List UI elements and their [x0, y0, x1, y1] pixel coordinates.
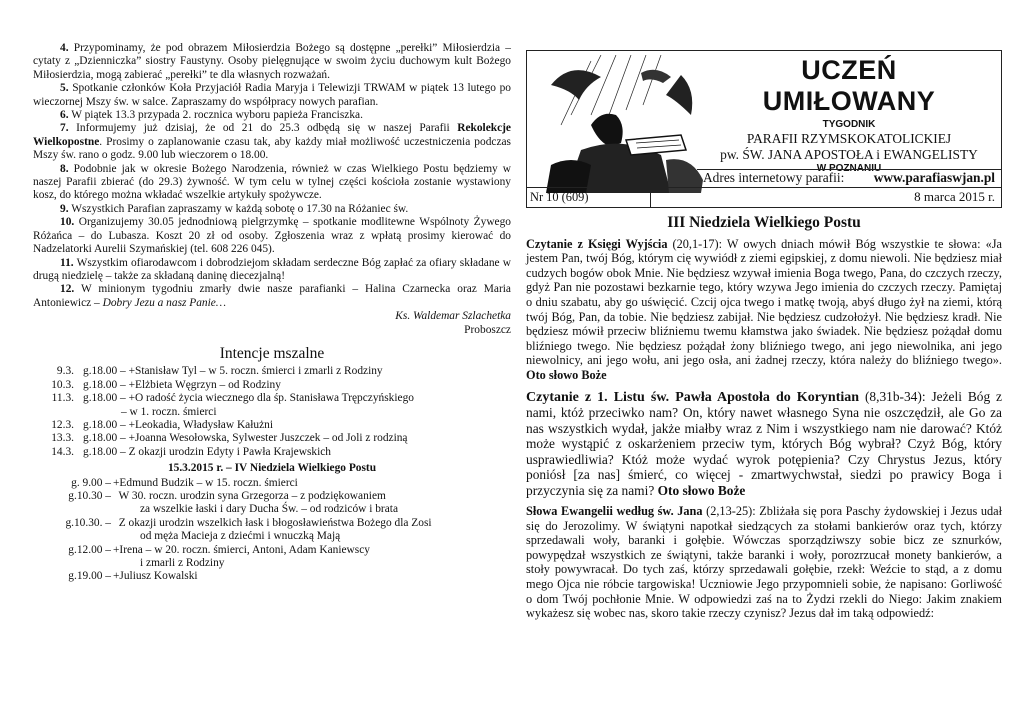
announcement-text: Spotkanie członków Koła Przyjaciół Radia Maryja i Telewizji TRWAM w piątek 13 lutego po wieczornej Mszy św. w salce. Zapraszamy do współpracy nowych parafian. [33, 82, 512, 108]
intention-time: g. 9.00 – [71, 476, 111, 489]
intention-time: g.12.00 – [68, 543, 111, 556]
announcements [33, 42, 511, 310]
reading-3 [526, 504, 1002, 621]
announcement-text: W piątek 13.3 przypada 2. rocznica wyboru papieża Franciszka. [71, 109, 363, 122]
intentions-title: Intencje mszalne [219, 344, 325, 362]
title-line-2: UMIŁOWANY [762, 86, 936, 116]
issue-row [527, 187, 1001, 207]
announcement-number: 7. [60, 122, 69, 135]
right-column [526, 50, 1002, 627]
reading-reference: (8,31b-34): [859, 388, 932, 404]
announcement-number: 12. [60, 283, 75, 296]
intention-text: g.18.00 – +Joanna Wesołowska, Sylwester Juszczek – od Joli z rodziną [83, 432, 408, 445]
announcement-text: Informujemy już dzisiaj, że od 21 do 25.3 odbędą się w naszej Parafii [76, 122, 458, 135]
signature-name: Ks. Waldemar Szlachetka [395, 310, 511, 323]
announcement-number: 11. [60, 256, 74, 269]
announcement-text: Przypominamy, że pod obrazem Miłosierdzia Bożego są dostępne „perełki” Miłosierdzia – cytaty z „Dzienniczka” siostry Faustyny. Osoby pielęgnujące w swoim życiu duchowym kult Bożego Miłosierdzia, mogą zabierać „perełki” te dla własnych rozważań. [33, 42, 511, 81]
sunday-intention-row [33, 490, 511, 503]
intention-text: g.18.00 – +Elżbieta Węgrzyn – od Rodziny [83, 378, 281, 391]
intention-date: 11.3. [51, 392, 74, 405]
title-line-1: UCZEŃ [801, 55, 897, 85]
reading-reference: (2,13-25): [702, 504, 760, 519]
reading-closing: Oto słowo Boże [657, 482, 746, 498]
announcement-quote: Dobry Jezu a nasz Panie… [102, 296, 226, 309]
reading-heading: Słowa Ewangelii według św. Jana [526, 504, 703, 519]
intention-row [33, 419, 511, 432]
intention-text: Z okazji urodzin wszelkich łask i błogosławieństwa Bożego dla Zosi [113, 516, 432, 529]
sunday-intention-row [33, 517, 511, 530]
signature-role: Proboszcz [464, 323, 511, 336]
reading-1 [526, 237, 1002, 383]
evangelist-illustration [531, 55, 707, 193]
announcement-item [33, 203, 511, 216]
intention-date: 12.3. [51, 418, 74, 431]
intention-time: g.10.30 – [68, 490, 111, 502]
intention-text: +Edmund Budzik – w 15. roczn. śmierci [113, 476, 298, 489]
announcement-text: W minionym tygodniu zmarły dwie nasze parafianki – Halina Czarnecka oraz Maria Antoniewicz – [33, 283, 511, 309]
announcement-text: Wszystkim ofiarodawcom i dobrodziejom składam serdeczne Bóg zapłać za ofiary składane w drugą niedzielę – także za składaną daninę diecezjalną! [33, 256, 511, 282]
left-column [33, 42, 511, 584]
announcement-number: 5. [60, 82, 69, 95]
announcement-item [33, 42, 511, 82]
website-label: Adres internetowy parafii: [703, 170, 845, 186]
intention-text: g.18.00 – +Leokadia, Władysław Kałużni [83, 418, 273, 431]
intention-text: W 30. roczn. urodzin syna Grzegorza – z podziękowaniem [113, 490, 386, 502]
intention-text: g.18.00 – +Stanisław Tyl – w 5. roczn. śmierci i zmarli z Rodziny [83, 365, 383, 378]
website-row [697, 169, 1001, 187]
reading-text: W owych dniach mówił Bóg wszystkie te słowa: «Ja jestem Pan, twój Bóg, którym cię wywiódł z ziemi egipskiej, z domu niewoli. Nie będziesz miał cudzych bogów obok Mnie. Nie będziesz wzywał imienia Boga twego, Pana, do czczych rzeczy, gdyż Pan nie pozostawi bezkarnie tego, który wzywa Jego imienia do czczych rzeczy. Pamiętaj o dniu szabatu, aby go uświęcić. Czcij ojca twego i matkę twoją, abyś długo żył na ziemi, którą twój Bóg, Pan, da tobie. Nie będziesz zabijał. Nie będziesz cudzołożył. Nie będziesz kradł. Nie będziesz mówił przeciw bliźniemu twemu kłamstwa jako świadek. Nie będziesz pożądał domu bliźniego twego. Nie będziesz pożądał żony bliźniego twego, ani jego niewolnika, ani jego niewolnicy, ani jego wołu, ani jego osła, ani żadnej rzeczy, która należy do bliźniego twego». [526, 236, 1002, 368]
announcement-number: 8. [60, 162, 69, 175]
announcement-text-cont: . Prosimy o zaplanowanie czasu tak, aby każdy miał możliwość uczestniczenia podczas Mszy św. rano o godz. 9.00 lub wieczorem o 18.00. [33, 135, 511, 162]
announcement-text: Podobnie jak w okresie Bożego Narodzenia, również w czas Wielkiego Postu będziemy w naszej Parafii zbierać (do 29.3) żywność. W tym celu w tylnej części kościoła zostanie wystawiony kosz, do którego można wkładać wszelkie artykuły spożywcze. [33, 162, 511, 202]
announcement-number: 9. [60, 202, 69, 215]
announcement-text: Wszystkich Parafian zapraszamy w każdą sobotę o 17.30 na Różaniec św. [71, 202, 409, 215]
masthead-text [530, 51, 1001, 207]
sunday-heading: III Niedziela Wielkiego Postu [667, 214, 861, 231]
intention-date: 9.3. [56, 365, 74, 378]
intention-row [33, 432, 511, 445]
intention-row [33, 379, 511, 392]
parish-line-1: PARAFII RZYMSKOKATOLICKIEJ [746, 131, 952, 146]
subtitle: TYGODNIK [822, 119, 876, 130]
sunday-intentions [33, 477, 511, 584]
parish-line-2: pw. ŚW. JANA APOSTOŁA i EWANGELISTY [720, 147, 978, 162]
reading-text: Jeżeli Bóg z nami, któż przeciwko nam? On, który nawet własnego Syna nie oszczędził, ale Go za nas wszystkich wydał, jakże miałby wraz z Nim i wszystkiego nam nie darować? Któż może wystąpić z oskarżeniem przeciw tym, których Bóg wybrał? Czyż Bóg, który usprawiedliwia? Któż może wydać wyrok potępienia? Czy Chrystus Jezus, który poniósł [za nas] śmierć, co więcej - zmartwychwstał, siedzi po prawicy Boga i przyczynia się za nami? [526, 388, 1002, 498]
intention-row [33, 365, 511, 378]
announcement-item [33, 122, 511, 162]
reading-closing: Oto słowo Boże [526, 367, 607, 382]
reading-text: Zbliżała się pora Paschy żydowskiej i Jezus udał się do Jerozolimy. W świątyni napotkał siedzących za stołami bankierów oraz tych, którzy sprzedawali woły, baranki i gołębie. Wówczas sporządziwszy sobie bicz ze sznurków, powypędzał wszystkich ze świątyni, także baranki i woły, porozrzucał monety bankierów, a stoły powywracał. Do tych zaś, którzy sprzedawali gołębie, rzekł: Weźcie to stąd, a z domu mego Ojca nie róbcie targowiska! Uczniowie Jego przypomnieli sobie, że napisano: Gorliwość o dom Twój pochłonie Mnie. W odpowiedzi zaś na to Żydzi rzekli do Niego: Jakim znakiem wykażesz się wobec nas, skoro takie rzeczy czynisz? Jezus dał im taką odpowiedź: [526, 504, 1002, 621]
intention-text-cont: i zmarli z Rodziny [140, 557, 225, 570]
announcement-number: 4. [60, 42, 69, 54]
sunday-intention-row [33, 477, 511, 490]
intention-text: +Juliusz Kowalski [113, 570, 198, 583]
sunday-intention-row [33, 570, 511, 583]
announcement-number: 6. [60, 109, 69, 122]
issue-date: 8 marca 2015 r. [914, 189, 995, 204]
intention-text-cont: – w 1. roczn. śmierci [121, 405, 217, 418]
announcement-item [33, 216, 511, 256]
announcement-item [33, 163, 511, 203]
website-link[interactable]: www.parafiaswjan.pl [873, 170, 995, 186]
intention-row [33, 446, 511, 459]
announcement-item [33, 257, 511, 284]
reading-heading: Czytanie z 1. Listu św. Pawła Apostoła do Koryntian [526, 389, 860, 405]
intention-text: g.18.00 – Z okazji urodzin Edyty i Pawła Krajewskich [83, 445, 332, 458]
announcement-item [33, 109, 511, 122]
intention-date: 14.3. [51, 445, 74, 458]
intention-date: 13.3. [51, 432, 74, 445]
signature [33, 310, 511, 337]
reading-heading: Czytanie z Księgi Wyjścia [526, 236, 668, 251]
masthead [526, 50, 1002, 208]
announcement-text: Organizujemy 30.05 jednodniową pielgrzymkę – spotkanie modlitewne Wspólnoty Żywego Różańca – do Lubasza. Koszt 20 zł od osoby. Zgłoszenia wraz z wpłatą prosimy kierować do Nadzelatorki Aurelii Szymańskiej (tel. 608 226 045). [33, 216, 511, 256]
sunday-intention-row [33, 544, 511, 557]
parish-city: W POZNANIU [816, 163, 882, 174]
intention-time: g.19.00 – [68, 570, 111, 583]
readings [526, 237, 1002, 621]
announcement-number: 10. [60, 216, 75, 229]
announcement-item [33, 82, 511, 109]
reading-2 [526, 389, 1002, 499]
announcement-item [33, 283, 511, 310]
announcement-highlight: Rekolekcje Wielkopostne [33, 122, 511, 148]
intention-time: g.10.30. – [65, 516, 111, 529]
reading-reference: (20,1-17): [667, 236, 727, 251]
issue-number: Nr 10 (609) [527, 188, 651, 207]
sunday-intentions-title: 15.3.2015 r. – IV Niedziela Wielkiego Postu [167, 462, 377, 475]
intention-text: +Irena – w 20. roczn. śmierci, Antoni, Adam Kaniewscy [113, 543, 370, 556]
intention-row [33, 392, 511, 405]
weekday-intentions [33, 365, 511, 459]
intention-text-cont: za wszelkie łaski i dary Ducha Św. – od rodziców i brata [140, 503, 398, 516]
intention-text-cont: od męża Macieja z dziećmi i wnuczką Mają [140, 530, 341, 543]
intention-date: 10.3. [51, 378, 74, 391]
intention-text: g.18.00 – +O radość życia wiecznego dla śp. Stanisława Trępczyńskiego [83, 392, 414, 405]
